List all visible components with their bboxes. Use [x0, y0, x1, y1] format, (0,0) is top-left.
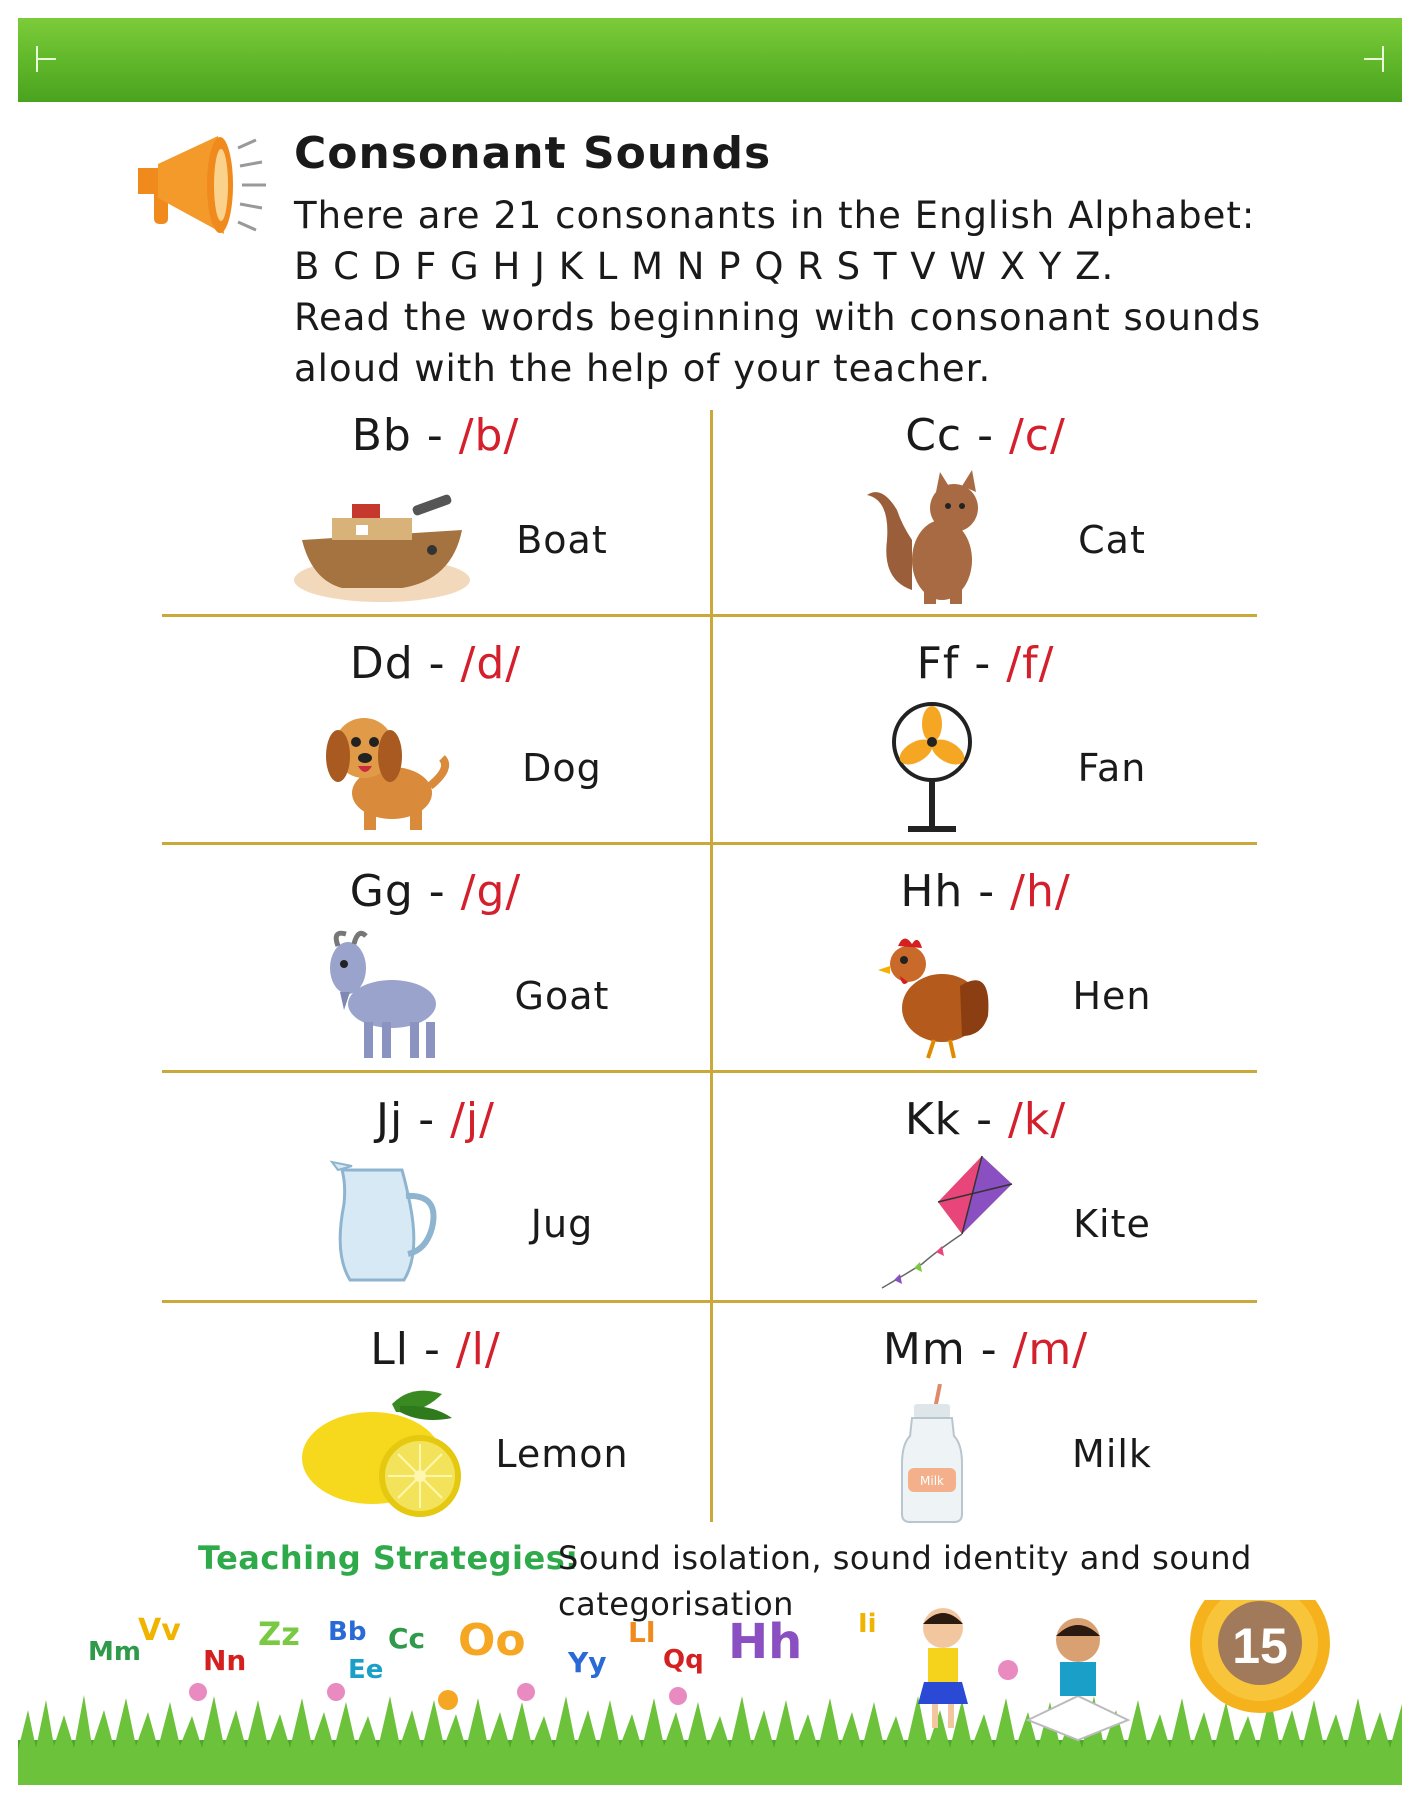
sound-mark: /f/ [1006, 638, 1055, 689]
decor-letter: Mm [88, 1637, 141, 1667]
word-label: Milk [1072, 1432, 1152, 1476]
decor-letter: Yy [568, 1646, 607, 1679]
boat-icon [292, 470, 472, 610]
word-label: Lemon [495, 1432, 629, 1476]
consonant-card-l [162, 1324, 709, 1550]
decor-letter: Bb [328, 1617, 367, 1647]
strategy-text: Sound isolation, sound identity and sound categorisation [558, 1539, 1252, 1623]
word-label: Goat [514, 974, 610, 1018]
decor-letter: Vv [138, 1613, 181, 1648]
letter-label: Mm - /m/ [882, 1324, 1089, 1375]
word-label: Boat [516, 518, 608, 562]
decor-letter: Qq [663, 1645, 704, 1675]
decor-letter: Cc [388, 1622, 426, 1655]
word-label: Fan [1077, 746, 1147, 790]
consonant-card-k [712, 1094, 1259, 1320]
word-label: Jug [530, 1202, 594, 1246]
strategy-label: Teaching Strategies: [198, 1539, 579, 1577]
decor-letter: Ll [628, 1616, 656, 1649]
page-title: Consonant Sounds [294, 128, 772, 179]
word-label: Cat [1078, 518, 1146, 562]
jug-icon [292, 1154, 472, 1294]
letter-label: Bb - /b/ [351, 410, 520, 461]
fan-icon [842, 698, 1022, 838]
goat-icon [292, 926, 472, 1066]
decor-letter: Nn [203, 1644, 247, 1677]
intro-line: Read the words beginning with consonant sounds [294, 296, 1262, 339]
kite-icon [842, 1154, 1022, 1294]
letter-label: Gg - /g/ [349, 866, 522, 917]
consonant-card-g [162, 866, 709, 1092]
consonant-grid [162, 410, 1257, 1522]
top-banner [18, 18, 1402, 102]
intro-line: aloud with the help of your teacher. [294, 347, 992, 390]
sound-mark: /m/ [1012, 1324, 1089, 1375]
sound-mark: /b/ [458, 410, 520, 461]
milk-label-text: Milk [920, 1474, 944, 1488]
consonant-card-c [712, 410, 1259, 636]
letter-label: Kk - /k/ [904, 1094, 1067, 1145]
word-label: Hen [1072, 974, 1152, 1018]
intro-line: B C D F G H J K L M N P Q R S T V W X Y Z. [294, 245, 1115, 288]
decor-letter: Zz [258, 1615, 300, 1653]
sound-mark: /c/ [1008, 410, 1066, 461]
letter-label: Dd - /d/ [349, 638, 522, 689]
letter-label: Ff - /f/ [916, 638, 1055, 689]
sound-mark: /h/ [1010, 866, 1071, 917]
cat-icon [842, 470, 1022, 610]
sound-mark: /g/ [460, 866, 522, 917]
consonant-card-j [162, 1094, 709, 1320]
sound-mark: /j/ [450, 1094, 495, 1145]
sound-mark: /k/ [1008, 1094, 1067, 1145]
letter-label: Hh - /h/ [900, 866, 1071, 917]
lemon-icon [292, 1384, 472, 1524]
consonant-card-f [712, 638, 1259, 864]
consonant-card-d [162, 638, 709, 864]
decor-letter: Ee [348, 1655, 384, 1685]
hen-icon [842, 926, 1022, 1066]
sound-mark: /d/ [460, 638, 522, 689]
megaphone-icon [132, 130, 272, 240]
letter-label: Cc - /c/ [905, 410, 1066, 461]
decor-letter: Ii [858, 1609, 877, 1639]
letter-label: Ll - /l/ [370, 1324, 501, 1375]
sound-mark: /l/ [455, 1324, 501, 1375]
decor-letter: Oo [458, 1615, 526, 1666]
decor-letter: Hh [728, 1614, 803, 1670]
consonant-card-h [712, 866, 1259, 1092]
page-number: 15 [1232, 1618, 1288, 1674]
footer-decoration [18, 1600, 1402, 1785]
dog-icon [292, 698, 472, 838]
consonant-card-b [162, 410, 709, 636]
intro-text [294, 190, 1294, 394]
letter-label: Jj - /j/ [376, 1094, 495, 1145]
boy-reading-figure [1028, 1618, 1128, 1740]
milk-icon [842, 1384, 1022, 1524]
intro-line: There are 21 consonants in the English Alphabet: [294, 194, 1256, 237]
word-label: Dog [522, 746, 602, 790]
consonant-card-m [712, 1324, 1259, 1550]
word-label: Kite [1073, 1202, 1151, 1246]
